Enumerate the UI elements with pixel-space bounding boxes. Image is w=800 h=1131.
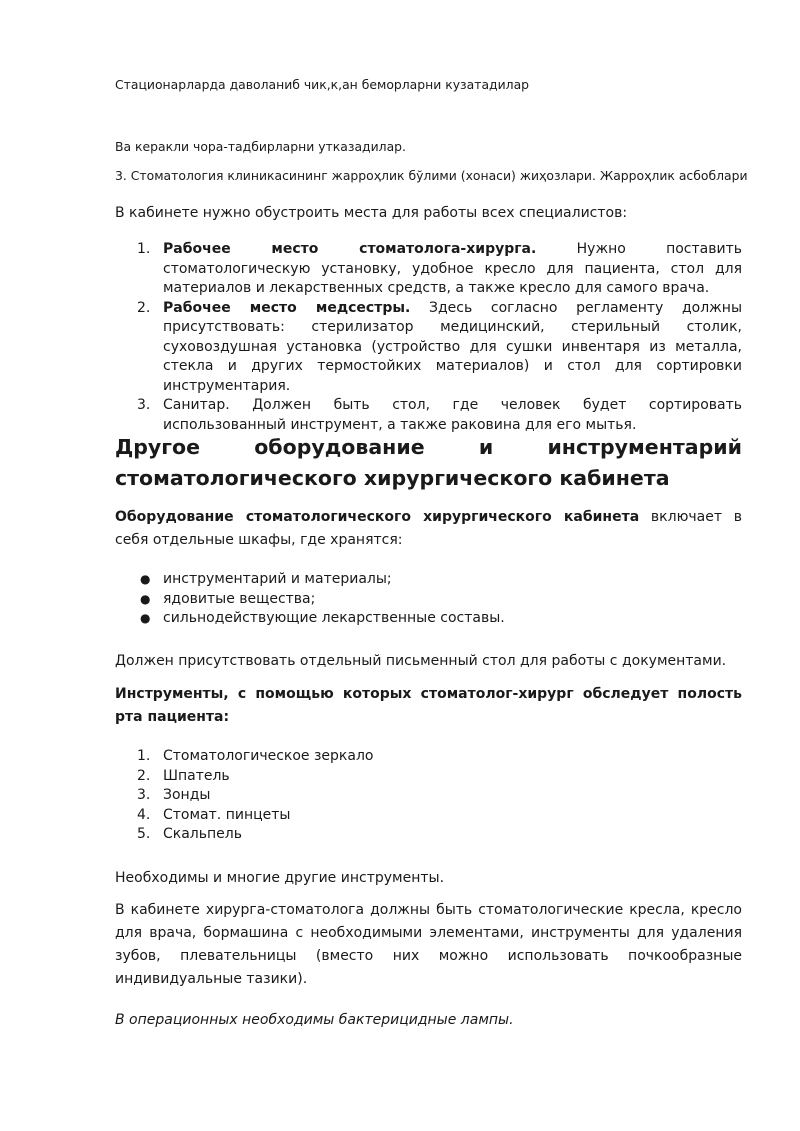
list-item-text: Стоматологическое зеркало (163, 748, 374, 764)
equipment-text: включает в себя отдельные шкафы, где хранятся: (115, 509, 742, 548)
list-item (115, 825, 742, 845)
intro-paragraph: В кабинете нужно обустроить места для работы всех специалистов: (115, 205, 628, 221)
tools-heading: Инструменты, с помощью которых стоматолог-хирург обследует полость рта пациента: (115, 686, 742, 725)
list-item-text: сильнодействующие лекарственные составы. (163, 610, 505, 626)
header-line-2: Ва керакли чора-тадбирларни утказадилар. (115, 139, 406, 154)
list-item (115, 609, 742, 629)
list-number: 2. (137, 299, 151, 316)
equipment-paragraph (115, 506, 742, 552)
italic-note: В операционных необходимы бактерицидные лампы. (115, 1012, 514, 1028)
heading-line-2: стоматологического хирургического кабинета (115, 466, 670, 490)
list-number: 5. (137, 826, 151, 842)
list-number: 3. (137, 787, 151, 803)
header-line-1: Стационарларда даволаниб чик,к,ан беморларни кузатадилар (115, 77, 530, 92)
list-item (115, 747, 742, 767)
list-number: 2. (137, 767, 151, 784)
heading-word: оборудование (254, 435, 425, 459)
desk-paragraph: Должен присутствовать отдельный письменный стол для работы с документами. (115, 653, 727, 669)
list-item (115, 299, 742, 397)
bullet-icon: ● (140, 591, 151, 606)
list-item (115, 590, 742, 610)
heading-word: Другое (115, 435, 200, 459)
list-item-text: ядовитые вещества; (163, 590, 316, 607)
list-number: 3. (137, 397, 151, 413)
list-item-text: Санитар. Должен быть стол, где человек будет сортировать использованный инструмент, а также раковина для его мытья. (163, 397, 742, 433)
workplaces-list (115, 240, 742, 435)
list-number: 1. (137, 748, 151, 764)
list-item (115, 786, 742, 806)
bullet-icon: ● (140, 611, 151, 625)
section-heading (115, 432, 742, 494)
list-item (115, 806, 742, 826)
list-item (115, 240, 742, 299)
other-tools-paragraph: Необходимы и многие другие инструменты. (115, 870, 445, 886)
cabinet-paragraph: В кабинете хирурга-стоматолога должны быть стоматологические кресла, кресло для врача, бормашина с необходимыми элементами, инструменты для удаления зубов, плевательницы (вместо них можно использовать почкообразные индивидуальные тазики). (115, 902, 742, 987)
bullet-icon: ● (140, 572, 151, 586)
tools-list (115, 747, 742, 845)
heading-word: инструментарий (547, 435, 742, 459)
list-number: 1. (137, 241, 151, 257)
list-number: 4. (137, 806, 151, 823)
list-item-text: Здесь согласно регламенту должны присутствовать: стерилизатор медицинский, стерильный столик, суховоздушная установка (устройство для сушки инвентаря из металла, стекла и других термостойких материалов) и стол для сортировки инструментария. (163, 299, 743, 394)
list-item-text: Нужно поставить стоматологическую установку, удобное кресло для пациента, стол для материалов и лекарственных средств, а также кресло для самого врача. (163, 241, 742, 296)
cabinet-bullets (115, 570, 742, 629)
list-item-text: инструментарий и материалы; (163, 571, 392, 587)
list-item-bold: Рабочее место медсестры. (163, 299, 411, 316)
list-item (115, 767, 742, 787)
list-item-text: Зонды (163, 787, 211, 803)
equipment-bold: Оборудование стоматологического хирургического кабинета (115, 509, 640, 525)
list-item-text: Шпатель (163, 767, 230, 784)
list-item (115, 396, 742, 435)
list-item-text: Стомат. пинцеты (163, 806, 291, 823)
section-title-uz: 3. Стоматология клиникасининг жарроҳлик бўлими (хонаси) жиҳозлари. Жарроҳлик асбоблари (115, 168, 748, 183)
heading-word: и (478, 435, 494, 459)
list-item-text: Скальпель (163, 826, 242, 842)
list-item-bold: Рабочее место стоматолога-хирурга. (163, 241, 537, 257)
list-item (115, 570, 742, 590)
